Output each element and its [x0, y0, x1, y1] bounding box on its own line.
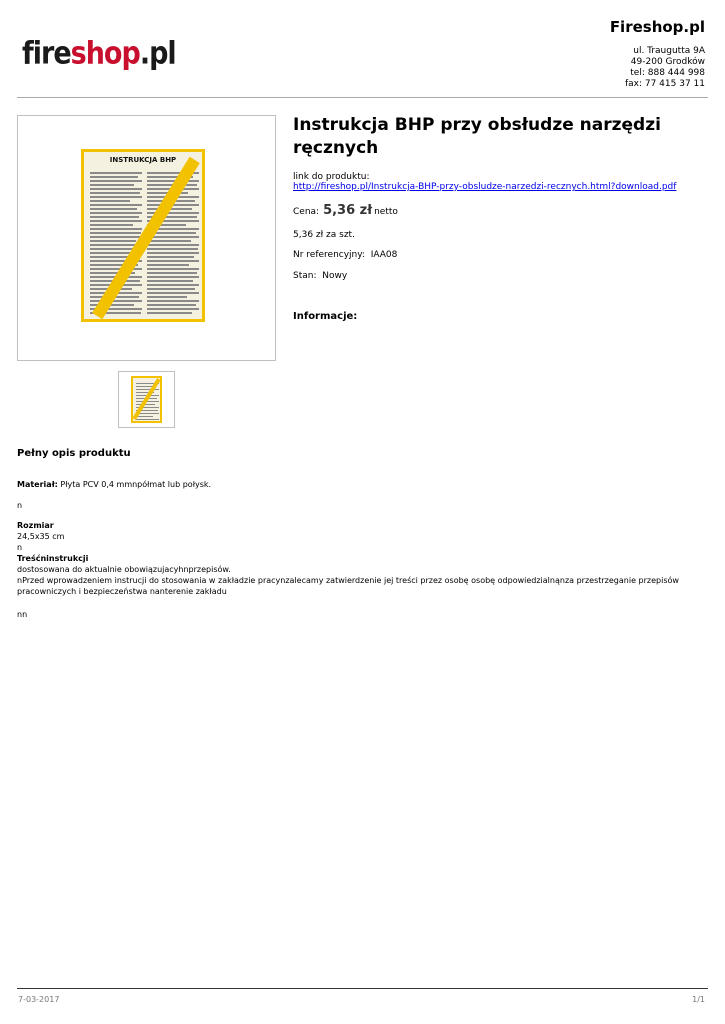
product-link[interactable]: http://fireshop.pl/Instrukcja-BHP-przy-obsludze-narzedzi-recznych.html?download.pdf: [293, 182, 677, 192]
material-value: Płyta PCV 0,4 mmnpółmat lub połysk.: [60, 480, 212, 489]
footer-page-number: 1/1: [692, 995, 705, 1004]
product-link-block: [293, 172, 676, 192]
product-title: Instrukcja BHP przy obsłudze narzędzi ręcznych: [293, 115, 661, 158]
separator-n2: n: [17, 543, 23, 552]
company-info: [610, 18, 705, 90]
info-heading: Informacje:: [293, 311, 358, 322]
content-label: Treśćninstrukcji: [17, 554, 89, 563]
content-line-1: dostosowana do aktualnie obowiązujacyhnprzepisów.: [17, 565, 231, 574]
unit-price: 5,36 zł za szt.: [293, 230, 355, 240]
content-line-2: nPrzed wprowadzeniem instrucji do stosowania w zakładzie pracynzalecamy zatwierdzenie jej treści przez osobę osobę odpowiedzialnąnza przestrzeganie przepisów pracowniczych i bezpieczeństwa nanterenie zakładu: [17, 576, 679, 596]
sign-title: INSTRUKCJA BHP: [109, 156, 177, 164]
material-label: Materiał:: [17, 480, 58, 489]
fireshop-logo[interactable]: [22, 36, 176, 72]
product-sign-image: [81, 149, 205, 322]
company-street: ul. Traugutta 9A: [633, 46, 705, 56]
price-value: 5,36 zł: [323, 203, 373, 218]
reference-row: [293, 250, 397, 260]
size-value: 24,5x35 cm: [17, 532, 65, 541]
footer-date: 7-03-2017: [18, 995, 60, 1004]
state-row: [293, 271, 347, 281]
product-main-image[interactable]: [17, 115, 276, 361]
size-label: Rozmiar: [17, 521, 54, 530]
state-label: Stan:: [293, 271, 317, 281]
reference-label: Nr referencyjny:: [293, 250, 365, 260]
company-city: 49-200 Grodków: [630, 57, 705, 67]
details-block: [17, 520, 697, 597]
product-link-label: link do produktu:: [293, 172, 370, 182]
state-value: Nowy: [322, 271, 348, 281]
product-thumbnail[interactable]: [118, 371, 175, 428]
company-phone: tel: 888 444 998: [630, 68, 705, 78]
price-row: [293, 203, 398, 218]
header-divider: [17, 97, 708, 98]
price-suffix: netto: [374, 207, 398, 217]
separator-n1: n: [17, 501, 23, 510]
logo-text-pl: .pl: [139, 36, 176, 72]
logo-text-shop: shop: [70, 36, 140, 72]
description-heading: Pełny opis produktu: [17, 448, 131, 459]
footer-divider: [17, 988, 708, 989]
reference-value: IAA08: [370, 250, 398, 260]
price-label: Cena:: [293, 207, 320, 217]
logo-text-fire: fire: [22, 36, 71, 72]
thumbnail-sign-image: [131, 376, 162, 423]
company-name: Fireshop.pl: [609, 18, 705, 36]
material-row: [17, 479, 211, 490]
company-fax: fax: 77 415 37 11: [624, 79, 705, 89]
separator-nn: nn: [17, 610, 28, 619]
